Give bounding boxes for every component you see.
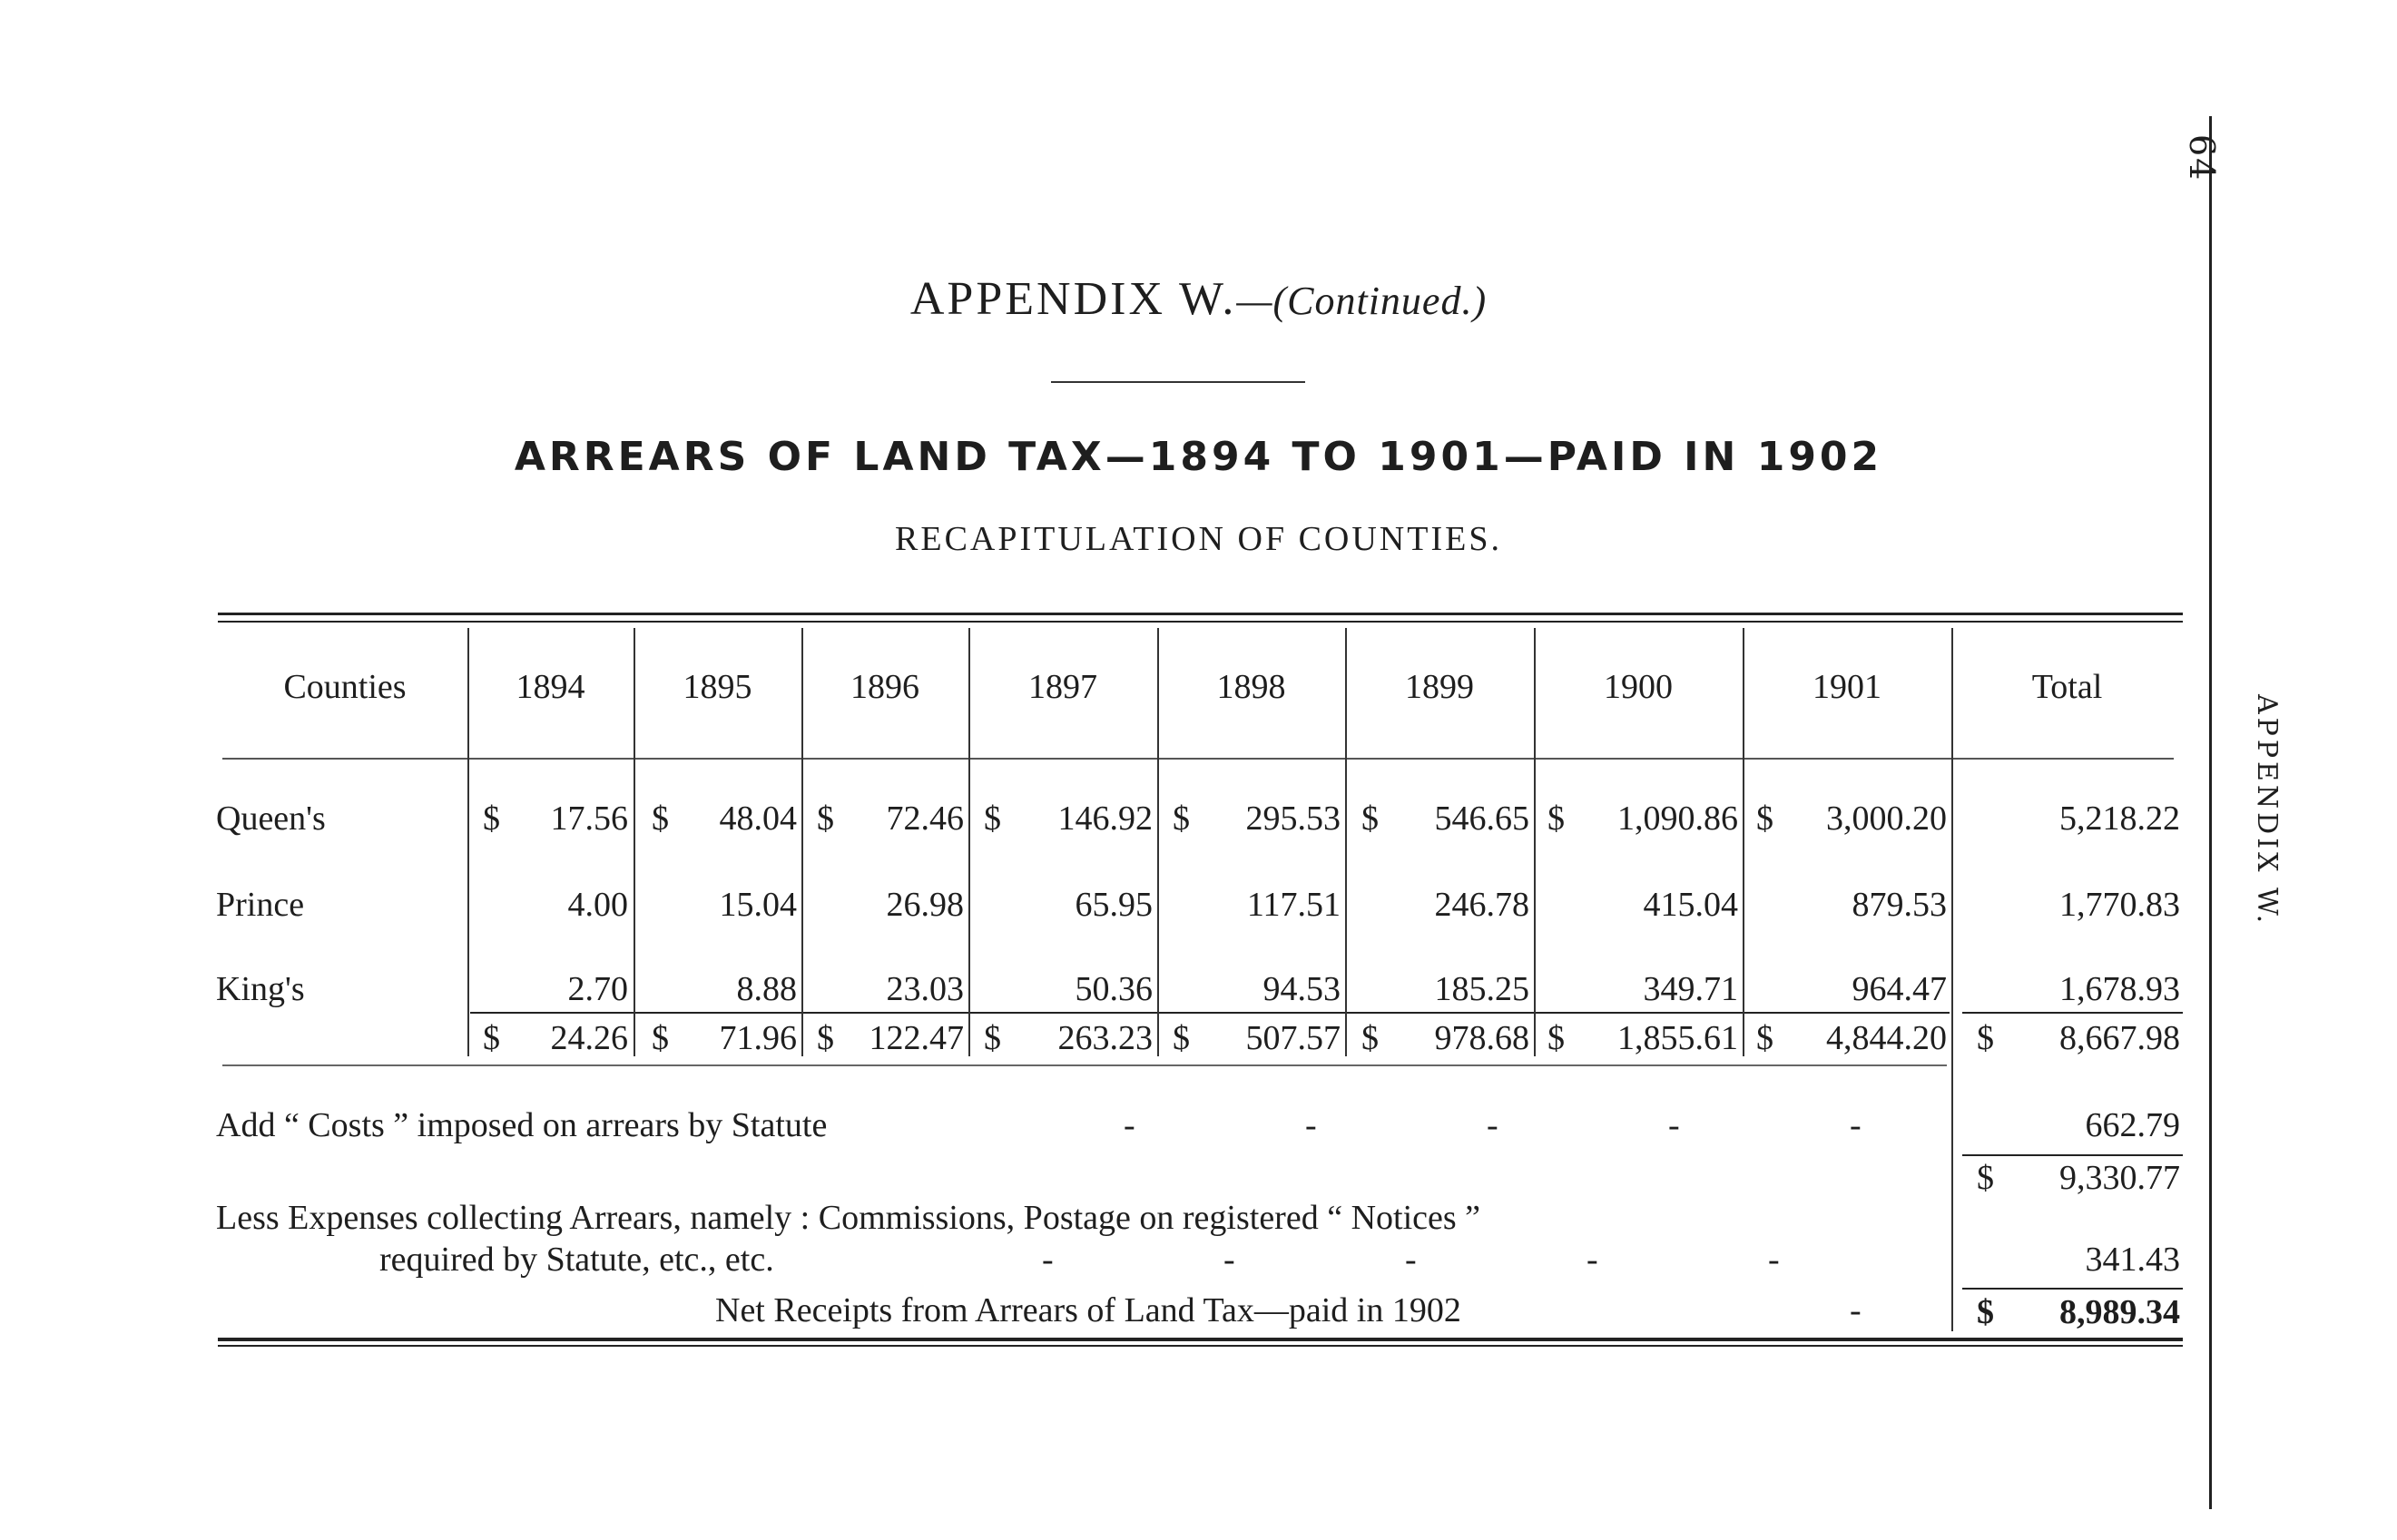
table-cell-total: 1,770.83: [2059, 886, 2180, 924]
table-cell: 2.70: [567, 970, 628, 1008]
header-1896: 1896: [850, 668, 919, 706]
add-costs-label: Add “ Costs ” imposed on arrears by Statute: [216, 1106, 828, 1144]
leader-dash: -: [1850, 1291, 1862, 1329]
table-cell: 26.98: [886, 886, 964, 924]
row-county-prince: Prince: [216, 886, 305, 924]
net-receipts-label: Net Receipts from Arrears of Land Tax—paid in 1902: [715, 1291, 1461, 1329]
dollar-sign: $: [483, 1019, 500, 1057]
table-cell: 879.53: [1852, 886, 1947, 924]
table-cell: 4.00: [567, 886, 628, 924]
table-cell: $ 17.56: [483, 799, 628, 838]
dollar-sign: $: [1173, 1019, 1190, 1057]
dollar-sign: $: [483, 799, 500, 838]
table-subheading: RECAPITULATION OF COUNTIES.: [895, 520, 1502, 558]
table-cell: $ 146.92: [984, 799, 1153, 838]
leader-dash: -: [1668, 1106, 1680, 1144]
table-cell: 65.95: [1075, 886, 1153, 924]
table-cell: 415.04: [1643, 886, 1738, 924]
table-cell-total: 5,218.22: [2059, 799, 2180, 838]
dollar-sign: $: [817, 799, 834, 838]
column-total: $ 4,844.20: [1756, 1019, 1947, 1057]
dollar-sign: $: [652, 799, 669, 838]
net-receipts-value: $ 8,989.34: [1977, 1293, 2180, 1331]
appendix-title-continued: —(Continued.): [1236, 279, 1488, 323]
row-county-kings: King's: [216, 970, 305, 1008]
leader-dash: -: [1124, 1106, 1135, 1144]
page-number: 64: [2182, 134, 2222, 182]
column-total: $ 122.47: [817, 1019, 964, 1057]
less-expenses-label-continued: required by Statute, etc., etc.: [379, 1241, 774, 1279]
table-cell: 94.53: [1262, 970, 1341, 1008]
dollar-sign: $: [817, 1019, 834, 1057]
leader-dash: -: [1850, 1106, 1862, 1144]
row-county-queens: Queen's: [216, 799, 326, 838]
table-cell: $ 295.53: [1173, 799, 1341, 838]
table-cell: 185.25: [1434, 970, 1529, 1008]
table-cell: $ 1,090.86: [1547, 799, 1738, 838]
dollar-sign: $: [1977, 1293, 1994, 1331]
header-1895: 1895: [683, 668, 752, 706]
table-cell: 8.88: [736, 970, 797, 1008]
top-rule-2: [218, 621, 2183, 623]
dollar-sign: $: [1361, 1019, 1379, 1057]
bottom-rule-2: [218, 1345, 2183, 1347]
table-cell: $ 48.04: [652, 799, 797, 838]
grand-total: $ 8,667.98: [1977, 1019, 2180, 1057]
appendix-title: [0, 272, 2397, 326]
appendix-title-main: APPENDIX W.: [909, 273, 1237, 325]
table-cell: 246.78: [1434, 886, 1529, 924]
table-cell: $ 546.65: [1361, 799, 1529, 838]
title-rule: [1051, 381, 1305, 383]
add-costs-value: 662.79: [2085, 1106, 2180, 1144]
column-total: $ 24.26: [483, 1019, 628, 1057]
column-total: $ 71.96: [652, 1019, 797, 1057]
dollar-sign: $: [1756, 799, 1773, 838]
table-heading: ARREARS OF LAND TAX—1894 TO 1901—PAID IN 1902: [514, 434, 1883, 480]
table-cell: 23.03: [886, 970, 964, 1008]
leader-dash: -: [1587, 1241, 1598, 1279]
dollar-sign: $: [1173, 799, 1190, 838]
header-1899: 1899: [1405, 668, 1474, 706]
less-expenses-value: 341.43: [2085, 1241, 2180, 1279]
table-cell: 15.04: [719, 886, 797, 924]
bottom-rule-1: [218, 1338, 2183, 1341]
dollar-sign: $: [984, 799, 1001, 838]
subtotal-rule: [1962, 1154, 2183, 1156]
table-cell: 50.36: [1075, 970, 1153, 1008]
dollar-sign: $: [984, 1019, 1001, 1057]
header-1897: 1897: [1028, 668, 1097, 706]
dollar-sign: $: [1361, 799, 1379, 838]
header-1898: 1898: [1216, 668, 1286, 706]
header-1900: 1900: [1604, 668, 1673, 706]
header-1894: 1894: [516, 668, 585, 706]
table-cell: 117.51: [1246, 886, 1341, 924]
header-counties: Counties: [283, 668, 407, 706]
table-cell: 349.71: [1643, 970, 1738, 1008]
leader-dash: -: [1405, 1241, 1417, 1279]
top-rule-1: [218, 613, 2183, 615]
dollar-sign: $: [652, 1019, 669, 1057]
table-cell: 964.47: [1852, 970, 1947, 1008]
table-cell: $ 72.46: [817, 799, 964, 838]
column-total: $ 507.57: [1173, 1019, 1341, 1057]
leader-dash: -: [1487, 1106, 1498, 1144]
dollar-sign: $: [1756, 1019, 1773, 1057]
dollar-sign: $: [1547, 1019, 1565, 1057]
dollar-sign: $: [1547, 799, 1565, 838]
header-1901: 1901: [1812, 668, 1881, 706]
totals-rule-total: [1962, 1012, 2183, 1014]
column-total: $ 978.68: [1361, 1019, 1529, 1057]
column-total: $ 263.23: [984, 1019, 1153, 1057]
net-rule: [1962, 1288, 2183, 1290]
dollar-sign: $: [1977, 1019, 1994, 1057]
totals-rule: [470, 1012, 1950, 1014]
column-total: $ 1,855.61: [1547, 1019, 1738, 1057]
table-cell-total: 1,678.93: [2059, 970, 2180, 1008]
subtotal-value: $ 9,330.77: [1977, 1159, 2180, 1197]
header-total: Total: [2031, 668, 2103, 706]
dollar-sign: $: [1977, 1159, 1994, 1197]
leader-dash: -: [1768, 1241, 1780, 1279]
leader-dash: -: [1305, 1106, 1317, 1144]
leader-dash: -: [1042, 1241, 1054, 1279]
running-head: APPENDIX W.: [2251, 694, 2283, 927]
less-expenses-label: Less Expenses collecting Arrears, namely : Commissions, Postage on registered “ Notices ”: [216, 1199, 1481, 1237]
table-bottom-rule: [222, 1064, 1947, 1066]
header-underline: [222, 758, 2174, 760]
col-rule-total: [1951, 628, 1953, 1331]
table-cell: $ 3,000.20: [1756, 799, 1947, 838]
leader-dash: -: [1223, 1241, 1235, 1279]
